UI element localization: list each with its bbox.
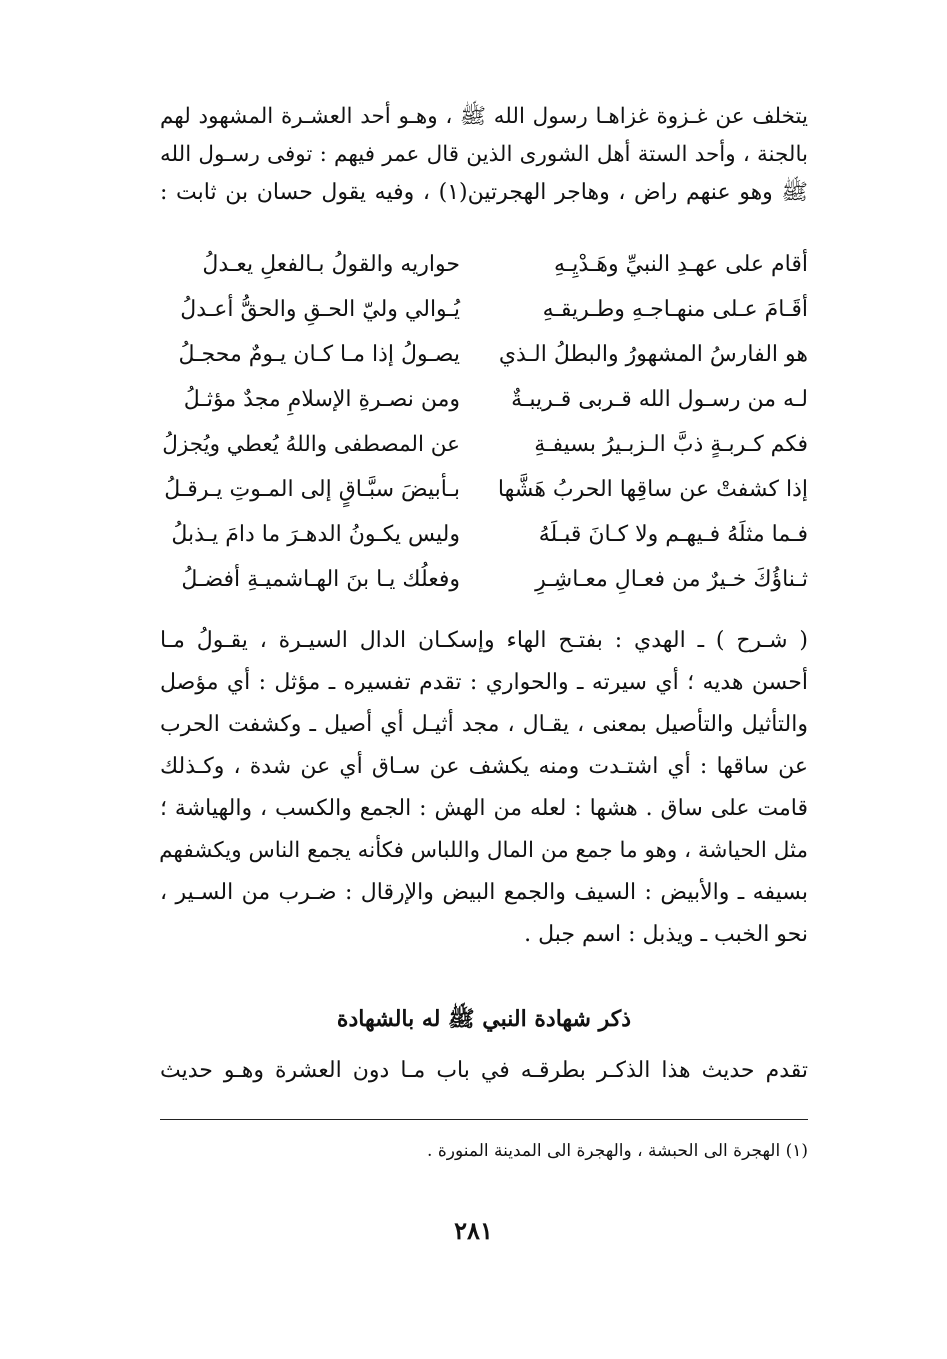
page-number: ٢٨١ — [454, 1216, 493, 1245]
poem-first-hemistich: لـه من رسـول الله قـربى قـريبـةٌ — [511, 387, 808, 412]
poem-first-hemistich: فـما مثلَهُ فـيهـم ولا كـانَ قبـلَهُ — [538, 522, 808, 547]
poem-first-hemistich: هو الفارسُ المشهورُ والبطلُ الـذي — [498, 342, 808, 367]
poem-second-hemistich: وليس يكـونُ الدهـرَ ما دامَ يـذبلُ — [171, 522, 460, 547]
intro-line: بالجنة ، وأحد الستة أهل الشورى الذين قال عمر فيهم : توفى رسـول الله — [160, 142, 808, 167]
commentary-line: نحو الخبب ـ ويذبل : اسم جبل . — [524, 922, 808, 947]
intro-line: يتخلف عن غـزوة غزاهـا رسول الله ﷺ ، وهـو أحد العشـرة المشهود لهم — [160, 104, 808, 129]
closing-line: تقدم حديث هذا الذكـر بطرقـه في باب مـا دون العشرة وهـو حديث — [160, 1058, 808, 1083]
poem-first-hemistich: ثـناؤُكَ خـيرٌ من فعـالِ معـاشِـرِ — [535, 567, 808, 592]
poem-second-hemistich: وفعلُك يـا بنَ الهـاشميـةِ أفضـلُ — [181, 567, 460, 592]
poem-first-hemistich: أقام على عهـدِ النبيِّ وهَـدْيِـهِ — [554, 252, 808, 277]
footnote-separator — [160, 1119, 808, 1120]
intro-paragraph — [160, 98, 808, 212]
poem-first-hemistich: إذا كشفتْ عن ساقِها الحربُ هَشَّها — [497, 477, 808, 502]
commentary-line: ( شـرح ) ـ الهدي : بفتـح الهاء وإسكـان الدال السيـرة ، يقـولُ مـا — [160, 628, 808, 653]
poem-second-hemistich: ومن نصـرةِ الإسلامِ مجدٌ مؤثـلُ — [183, 387, 460, 412]
poem-second-hemistich: عن المصطفى واللهُ يُعطي ويُجزلُ — [162, 432, 460, 457]
poem-first-hemistich: أقَـامَ عـلى منهـاجـهِ وطـريقـهِ — [542, 297, 808, 322]
commentary-line: عن ساقها : أي اشتـدت ومنه يكشف عن سـاق أي عن شدة ، وكـذلك — [160, 754, 808, 779]
poem-first-hemistich: فكم كـربـةٍ ذبَّ الـزبـيرُ بسيفـةِ — [534, 432, 808, 457]
poem-second-hemistich: بـأبيضَ سبَّـاقٍ إلى المـوتِ يـرقـلُ — [164, 477, 460, 502]
footnote: (١) الهجرة الى الحبشة ، والهجرة الى المدينة المنورة . — [427, 1141, 808, 1161]
poem-second-hemistich: يُـوالي وليّ الحـقِ والحقُّ أعـدلُ — [180, 297, 460, 322]
commentary-line: أحسن هديه ؛ أي سيرته ـ والحواري : تقدم تفسيره ـ مؤثل : أي مؤصل — [160, 670, 808, 695]
section-heading: ذكر شهادة النبي ﷺ له بالشهادة — [336, 1006, 632, 1032]
poem-second-hemistich: يصـولُ إذا مـا كـان يـومٌ محجـلُ — [178, 342, 460, 367]
closing-paragraph — [160, 1052, 808, 1090]
commentary-line: مثل الحياشة ، وهو ما جمع من المال واللباس فكأنه يجمع الناس ويكشفهم — [159, 838, 808, 863]
intro-line: ﷺ وهو عنهم راض ، وهاجر الهجرتين(١) ، وفيه يقول حسان بن ثابت : — [160, 180, 808, 205]
poem-second-hemistich: حواريه والقولُ بـالفعلِ يعـدلُ — [202, 252, 460, 277]
commentary-line: والتأثيل والتأصيل بمعنى ، يقـال ، مجد أثيـل أي أصيل ـ وكشفت الحرب — [160, 712, 808, 737]
commentary-line: بسيفه ـ والأبيض : السيف والجمع البيض والإرقال : ضـرب من السـير ، — [160, 880, 808, 905]
commentary-line: قامت على ساق . هشها : لعله من الهش : الجمع والكسب ، والهياشة ؛ — [160, 796, 808, 821]
commentary-paragraph — [160, 622, 808, 958]
